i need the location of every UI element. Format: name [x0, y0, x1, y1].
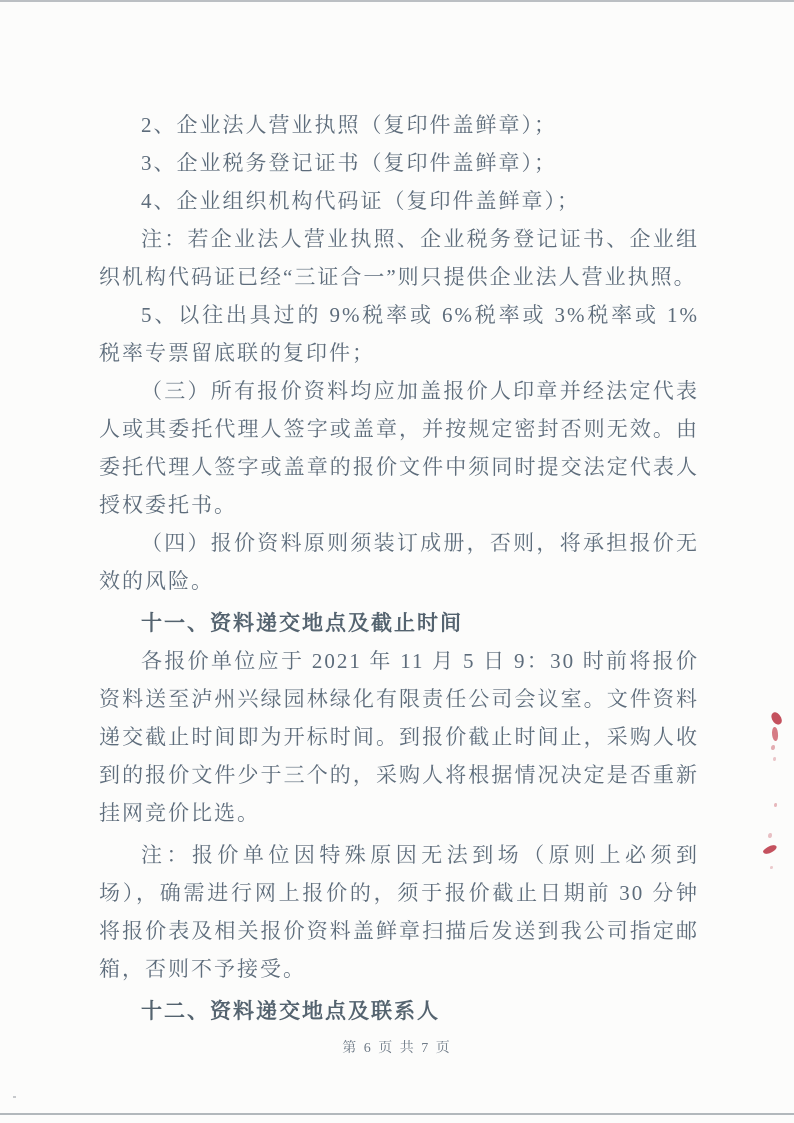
page-number: 第 6 页 共 7 页 [342, 1041, 452, 1056]
stamp-fragment-icon [770, 866, 773, 869]
note-three-certificates: 注：若企业法人营业执照、企业税务登记证书、企业组织机构代码证已经“三证合一”则只提供企业法人营业执照。 [99, 227, 699, 289]
section-heading-12: 十二、资料递交地点及联系人 [141, 999, 440, 1023]
paragraph-seal-requirements: （三）所有报价资料均应加盖报价人印章并经法定代表人或其委托代理人签字或盖章，并按规定密封否则无效。由委托代理人签字或盖章的报价文件中须同时提交法定代表人授权委托书。 [99, 379, 699, 517]
scan-edge-bottom [0, 1113, 794, 1115]
list-item-5: 5、以往出具过的 9%税率或 6%税率或 3%税率或 1%税率专票留底联的复印件； [99, 303, 699, 365]
scan-edge-top [0, 0, 794, 2]
section-heading-11: 十一、资料递交地点及截止时间 [141, 611, 463, 635]
note-online-quotation: 注：报价单位因特殊原因无法到场（原则上必须到场），确需进行网上报价的，须于报价截止日期前 30 分钟将报价表及相关报价资料盖鲜章扫描后发送到我公司指定邮箱，否则不予接受。 [99, 843, 699, 981]
list-item-3: 3、企业税务登记证书（复印件盖鲜章）； [141, 151, 557, 175]
stamp-fragment-icon [773, 757, 776, 761]
list-item-4: 4、企业组织机构代码证（复印件盖鲜章）； [141, 189, 580, 213]
stamp-fragment-icon [771, 727, 779, 742]
stamp-fragment-icon [771, 745, 775, 750]
paragraph-submission-deadline: 各报价单位应于 2021 年 11 月 5 日 9：30 时前将报价资料送至泸州兴绿园林绿化有限责任公司会议室。文件资料递交截止时间即为开标时间。到报价截止时间止，采购人收到的报价文件少于三个的，采购人将根据情况决定是否重新挂网竞价比选。 [99, 649, 699, 825]
list-item-2: 2、企业法人营业执照（复印件盖鲜章）； [141, 113, 557, 137]
stamp-fragment-icon [774, 803, 777, 807]
stamp-fragment-icon [769, 711, 784, 727]
document-body [99, 106, 699, 1030]
paragraph-binding-requirement: （四）报价资料原则须装订成册，否则，将承担报价无效的风险。 [99, 531, 699, 593]
stamp-fragment-icon [762, 842, 777, 856]
scan-speck [13, 1096, 16, 1098]
stamp-fragment-icon [768, 833, 772, 838]
